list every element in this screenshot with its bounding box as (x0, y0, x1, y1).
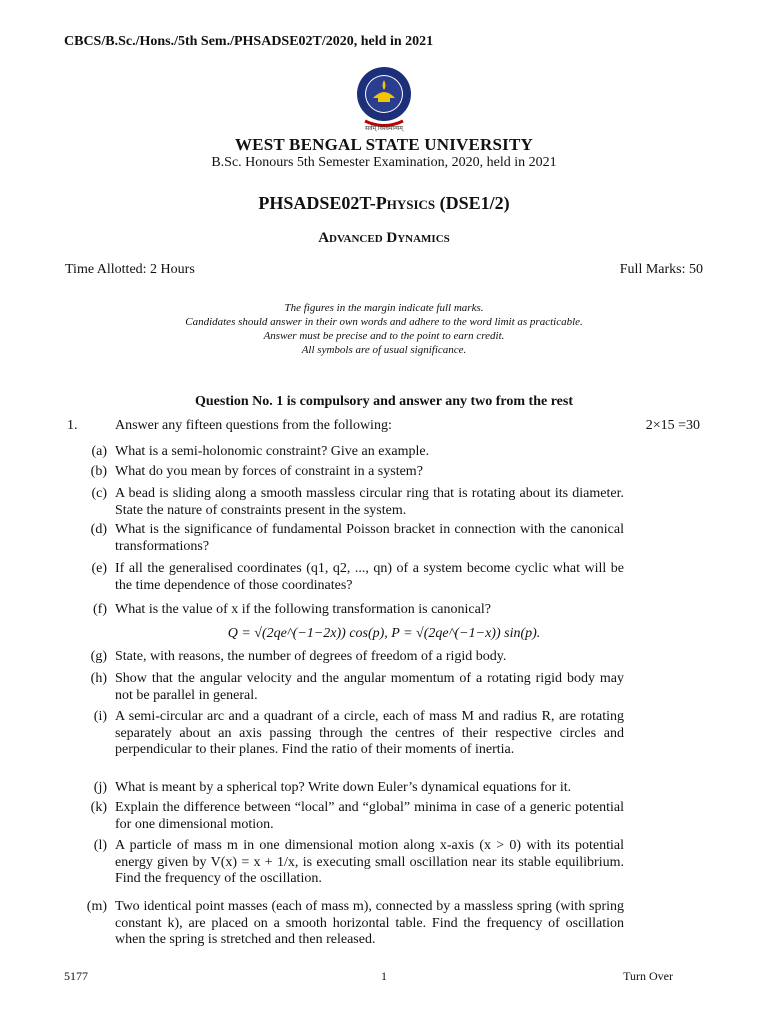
sub-question-label: (d) (90, 522, 107, 537)
university-name: WEST BENGAL STATE UNIVERSITY (234, 135, 533, 154)
sub-question-label: (a) (91, 444, 107, 459)
sub-question-text: Two identical point masses (each of mass m), connected by a massless spring (with spring constant k), are placed on a smooth horizontal table. Find the frequency of oscillation when the spring is stretched and then released. (115, 899, 624, 947)
sub-question-text: Explain the difference between “local” and “global” minima in case of a generic potential for one dimensional motion. (115, 800, 624, 832)
sub-question-label: (g) (90, 649, 107, 664)
sub-question-text: A semi-circular arc and a quadrant of a circle, each of mass M and radius R, are rotating separately about an axis passing through the centres of their respective circles and perpendicular to their planes. Find the ratio of their moments of inertia. (115, 709, 624, 757)
question-number: 1. (67, 418, 78, 433)
paper-code: PHSADSE02T- (258, 193, 376, 213)
instruction-line: The figures in the margin indicate full marks. (284, 302, 484, 314)
sub-question-text: Show that the angular velocity and the angular momentum of a rotating rigid body may not be parallel in general. (115, 671, 624, 703)
transformation-formula: Q = √(2qe^(−1−2x)) cos(p), P = √(2qe^(−1−x)) sin(p). (227, 626, 541, 641)
university-logo (343, 64, 425, 132)
paper-subject: Physics (375, 193, 436, 213)
turn-over-note: Turn Over (623, 969, 673, 983)
sub-question-text: What do you mean by forces of constraint in a system? (115, 464, 423, 479)
question-marks: 2×15 =30 (645, 418, 700, 433)
instructions (0, 301, 768, 357)
sub-question-text: State, with reasons, the number of degrees of freedom of a rigid body. (115, 649, 507, 664)
sub-question-text: A bead is sliding along a smooth massless circular ring that is rotating about its diameter. State the nature of constraints present in the system. (115, 486, 624, 518)
paper-title (0, 193, 768, 214)
paper-serial: 5177 (64, 969, 88, 983)
sub-question-label: (c) (91, 486, 107, 501)
page-number: 1 (381, 969, 387, 983)
exam-title: B.Sc. Honours 5th Semester Examination, 2020, held in 2021 (211, 155, 557, 170)
sub-question-label: (l) (93, 838, 107, 853)
sub-question-text: A particle of mass m in one dimensional motion along x-axis (x > 0) with its potential energy given by V(x) = x + 1/x, is executing small oscillation near its stable equilibrium. Find the frequency of the oscillation. (115, 838, 624, 886)
sub-question-text: What is the value of x if the following transformation is canonical? (115, 602, 491, 617)
sub-question-label: (j) (93, 780, 107, 795)
sub-question-label: (h) (90, 671, 107, 686)
question-text: Answer any fifteen questions from the following: (115, 418, 392, 433)
logo-motto: सर्वम् विश्वमान्यम् (365, 125, 403, 132)
question-heading: Question No. 1 is compulsory and answer any two from the rest (194, 394, 573, 409)
sub-question-label: (f) (93, 602, 107, 617)
sub-question-text: What is meant by a spherical top? Write down Euler’s dynamical equations for it. (115, 780, 572, 795)
subject-title: Advanced Dynamics (318, 230, 450, 246)
sub-question-text: What is the significance of fundamental Poisson bracket in connection with the canonical transformations? (115, 522, 624, 554)
sub-question-label: (m) (86, 899, 107, 914)
sub-question-text: If all the generalised coordinates (q1, q2, ..., qn) of a system become cyclic what will be the time dependence of those coordinates? (115, 561, 624, 593)
paper-suffix: (DSE1/2) (435, 193, 510, 213)
sub-question-label: (i) (93, 709, 107, 724)
paper-code-header: CBCS/B.Sc./Hons./5th Sem./PHSADSE02T/2020, held in 2021 (64, 34, 434, 49)
instruction-line: Candidates should answer in their own words and adhere to the word limit as practicable. (185, 316, 583, 328)
instruction-line: All symbols are of usual significance. (301, 344, 467, 356)
time-allotted: Time Allotted: 2 Hours (65, 262, 195, 277)
sub-question-label: (e) (91, 561, 107, 576)
full-marks: Full Marks: 50 (619, 262, 703, 277)
instruction-line: Answer must be precise and to the point to earn credit. (263, 330, 505, 342)
sub-question-text: What is a semi-holonomic constraint? Give an example. (115, 444, 430, 459)
sub-question-label: (k) (90, 800, 107, 815)
sub-question-label: (b) (90, 464, 107, 479)
